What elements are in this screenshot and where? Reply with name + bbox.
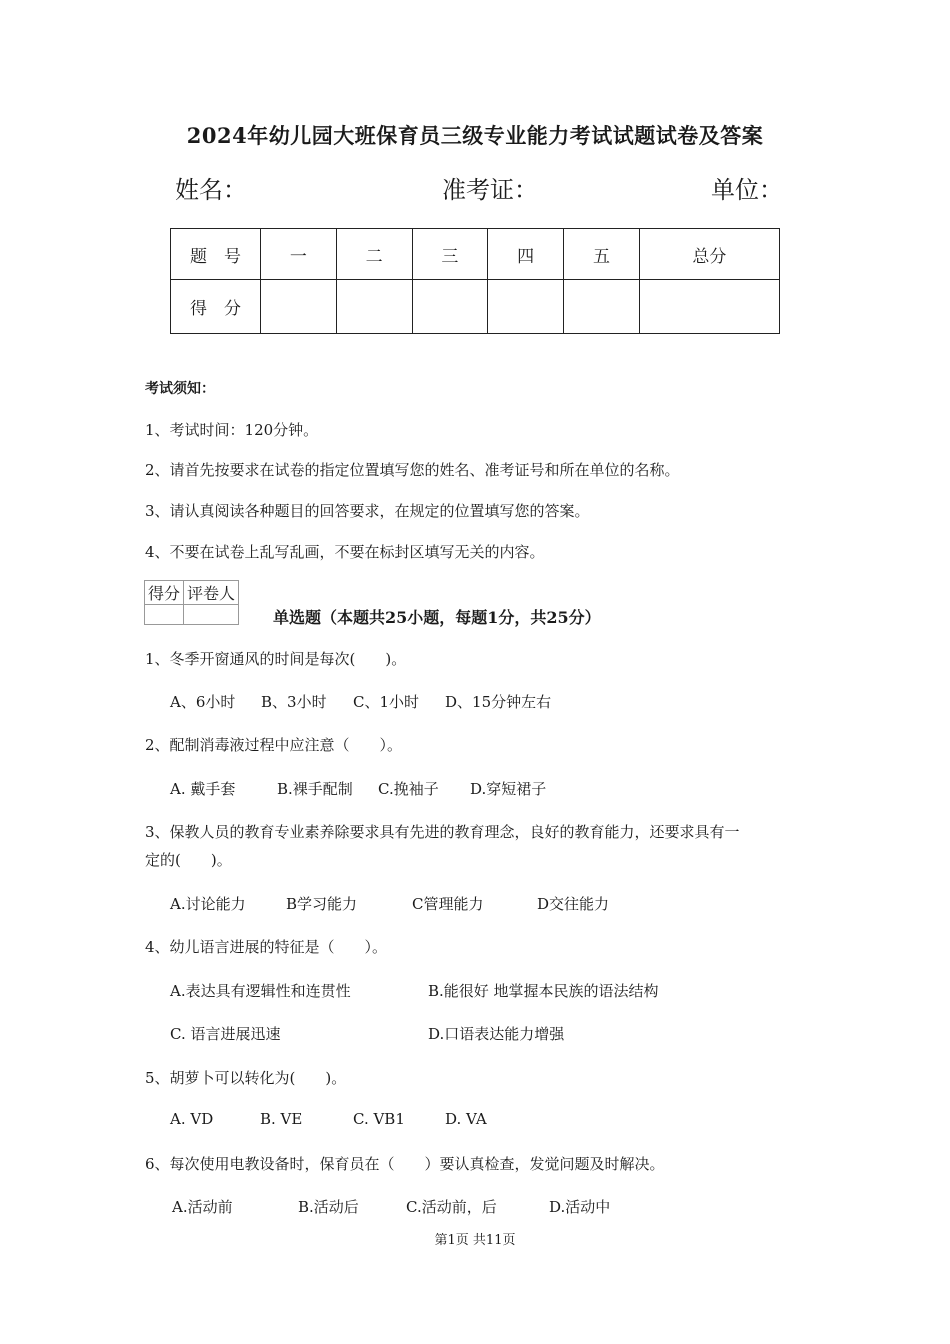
question-3-option-d: D交往能力 <box>537 895 610 913</box>
question-2-option-d: D.穿短裙子 <box>470 780 547 798</box>
question-2-option-b: B.裸手配制 <box>277 780 353 798</box>
question-3-option-a: A.讨论能力 <box>170 895 246 913</box>
score-table-header-row <box>171 229 780 280</box>
score-table <box>170 228 780 334</box>
grader-box <box>144 580 239 625</box>
question-4-stem: 4、幼儿语言进展的特征是（ ）。 <box>145 938 388 956</box>
score-table-score-row <box>171 280 780 334</box>
question-3-stem-line-2: 定的( )。 <box>145 851 232 869</box>
question-3-option-c: C管理能力 <box>412 895 484 913</box>
question-2-stem: 2、配制消毒液过程中应注意（ ）。 <box>145 736 403 754</box>
question-6-option-b: B.活动后 <box>298 1198 359 1216</box>
question-5-option-a: A. VD <box>170 1110 214 1128</box>
header-cell-4: 四 <box>488 229 564 280</box>
exam-id-field-label: 准考证： <box>442 176 538 204</box>
question-5-option-c: C. VB1 <box>353 1110 405 1128</box>
header-cell-2: 二 <box>336 229 412 280</box>
notice-heading: 考试须知： <box>145 381 215 397</box>
notice-item-4: 4、不要在试卷上乱写乱画，不要在标封区填写无关的内容。 <box>145 543 545 561</box>
score-cell-3 <box>412 280 488 334</box>
name-field-label: 姓名： <box>175 176 247 204</box>
notice-item-1: 1、考试时间：120分钟。 <box>145 421 319 439</box>
question-5-stem: 5、胡萝卜可以转化为( )。 <box>145 1069 347 1087</box>
grader-score-cell <box>145 605 184 625</box>
header-cell-3: 三 <box>412 229 488 280</box>
grader-name-cell <box>184 605 239 625</box>
question-2-option-a: A. 戴手套 <box>170 780 236 798</box>
header-cell-1: 一 <box>261 229 337 280</box>
score-cell-1 <box>261 280 337 334</box>
question-4-option-b: B.能很好 地掌握本民族的语法结构 <box>428 982 659 1000</box>
question-3-option-b: B学习能力 <box>286 895 358 913</box>
score-cell-total <box>639 280 779 334</box>
question-5-option-b: B. VE <box>260 1110 303 1128</box>
question-6-option-d: D.活动中 <box>549 1198 611 1216</box>
grader-name-label: 评卷人 <box>184 581 239 605</box>
section-title: 单选题（本题共25小题，每题1分，共25分） <box>273 608 601 627</box>
grader-score-label: 得分 <box>145 581 184 605</box>
score-cell-5 <box>564 280 640 334</box>
document-title: 2024年幼儿园大班保育员三级专业能力考试试题试卷及答案 <box>186 123 764 148</box>
header-cell-5: 五 <box>564 229 640 280</box>
question-1-option-d: D、15分钟左右 <box>445 693 552 711</box>
notice-item-3: 3、请认真阅读各种题目的回答要求，在规定的位置填写您的答案。 <box>145 502 590 520</box>
question-6-stem: 6、每次使用电教设备时，保育员在（ ）要认真检查，发觉问题及时解决。 <box>145 1155 665 1173</box>
score-cell-2 <box>336 280 412 334</box>
score-cell-4 <box>488 280 564 334</box>
question-1-option-c: C、1小时 <box>353 693 420 711</box>
question-2-option-c: C.挽袖子 <box>378 780 439 798</box>
question-4-option-a: A.表达具有逻辑性和连贯性 <box>170 982 351 1000</box>
question-1-stem: 1、冬季开窗通风的时间是每次( )。 <box>145 650 407 668</box>
header-cell-question-number: 题 号 <box>171 229 261 280</box>
grader-box-header-row <box>145 581 239 605</box>
header-cell-total: 总分 <box>639 229 779 280</box>
question-5-option-d: D. VA <box>445 1110 487 1128</box>
page-footer: 第1页 共11页 <box>434 1233 516 1248</box>
question-4-option-c: C. 语言进展迅速 <box>170 1025 281 1043</box>
question-6-option-c: C.活动前，后 <box>406 1198 497 1216</box>
notice-item-2: 2、请首先按要求在试卷的指定位置填写您的姓名、准考证号和所在单位的名称。 <box>145 461 680 479</box>
question-6-option-a: A.活动前 <box>172 1198 233 1216</box>
grader-box-blank-row <box>145 605 239 625</box>
unit-field-label: 单位： <box>711 176 783 204</box>
score-row-label: 得 分 <box>171 280 261 334</box>
question-3-stem-line-1: 3、保教人员的教育专业素养除要求具有先进的教育理念，良好的教育能力，还要求具有一 <box>145 823 740 841</box>
question-1-option-a: A、6小时 <box>170 693 236 711</box>
question-4-option-d: D.口语表达能力增强 <box>428 1025 565 1043</box>
question-1-option-b: B、3小时 <box>261 693 327 711</box>
